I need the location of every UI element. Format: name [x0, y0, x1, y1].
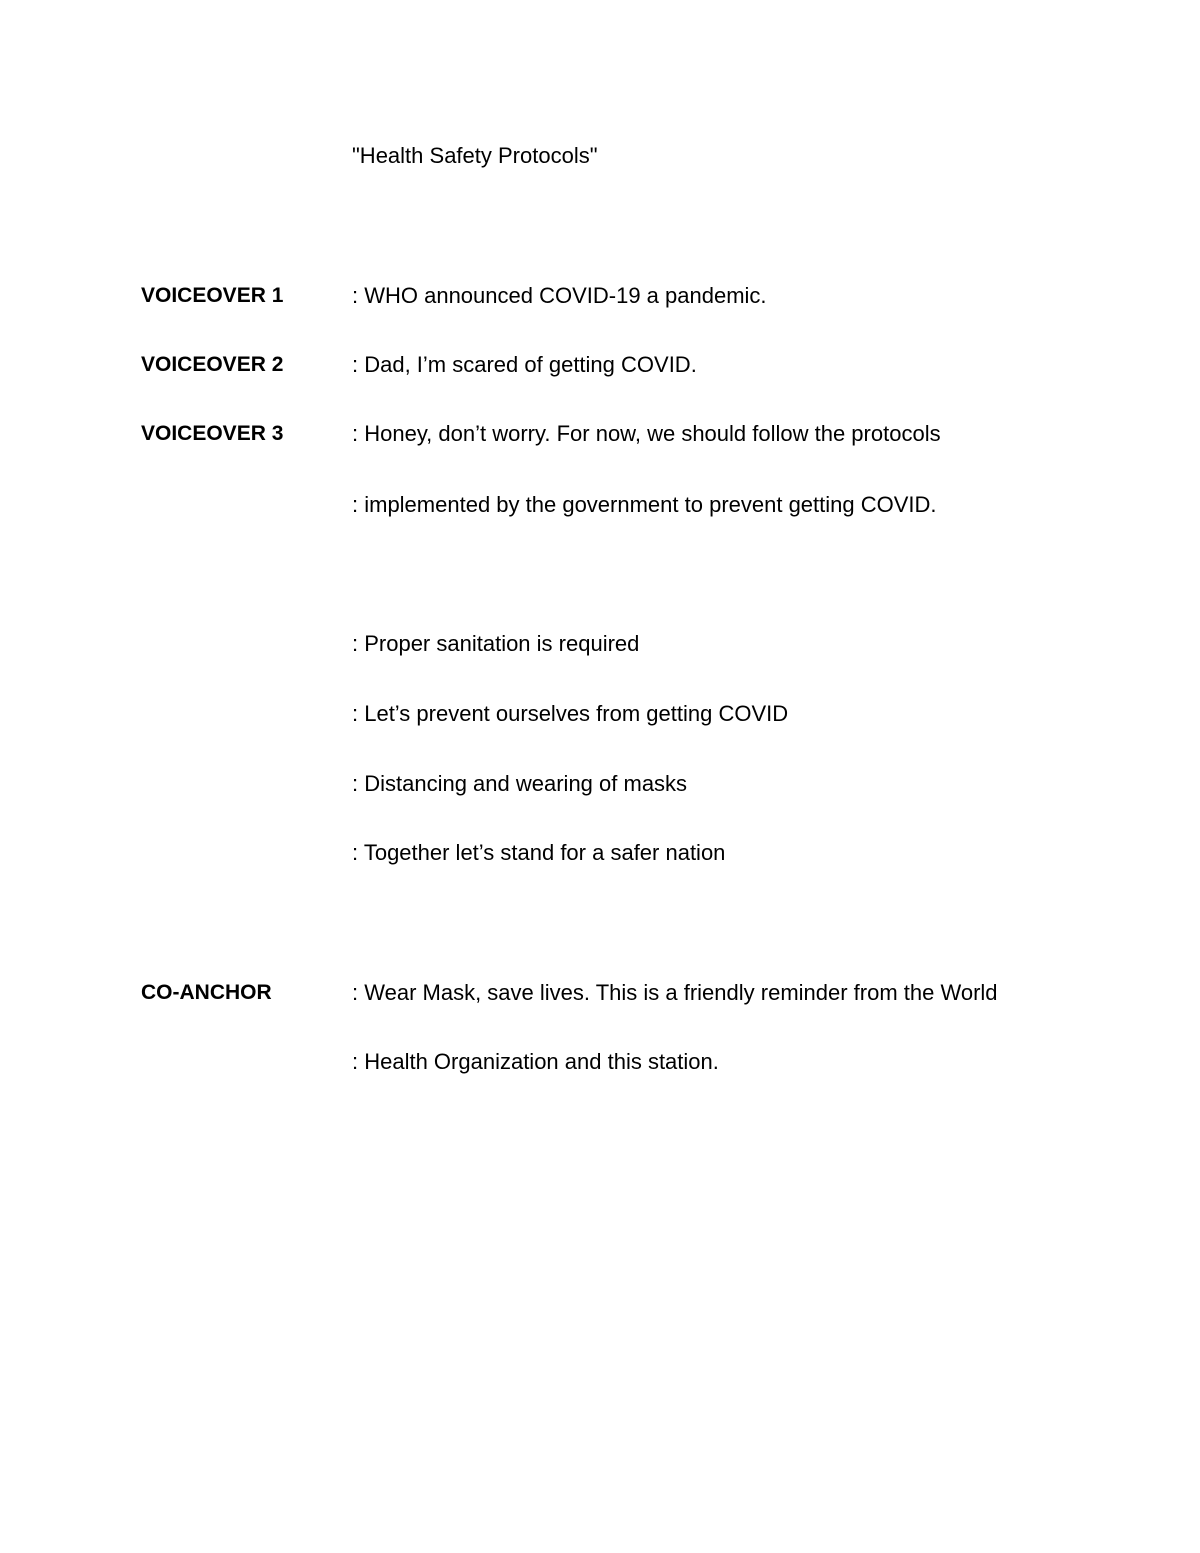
script-line [0, 491, 1200, 521]
speaker-label: CO-ANCHOR [141, 981, 272, 1004]
script-line [0, 630, 1200, 660]
dialogue-text: : WHO announced COVID-19 a pandemic. [352, 283, 767, 308]
dialogue-text: : Wear Mask, save lives. This is a friendly reminder from the World [352, 980, 998, 1005]
document-title: "Health Safety Protocols" [352, 143, 598, 168]
script-line [0, 351, 1200, 381]
speaker-label: VOICEOVER 1 [141, 284, 284, 307]
speaker-label: VOICEOVER 3 [141, 422, 284, 445]
dialogue-text: : Together let’s stand for a safer nation [352, 840, 726, 865]
script-line [0, 282, 1200, 312]
speaker-label: VOICEOVER 2 [141, 353, 284, 376]
dialogue-text: : Honey, don’t worry. For now, we should follow the protocols [352, 421, 941, 446]
dialogue-text: : implemented by the government to prevent getting COVID. [352, 492, 937, 517]
dialogue-text: : Health Organization and this station. [352, 1049, 719, 1074]
dialogue-text: : Let’s prevent ourselves from getting COVID [352, 701, 789, 726]
script-line [0, 839, 1200, 869]
dialogue-text: : Distancing and wearing of masks [352, 771, 688, 796]
script-line [0, 700, 1200, 730]
dialogue-text: : Dad, I’m scared of getting COVID. [352, 352, 697, 377]
script-line [0, 979, 1200, 1009]
script-line [0, 770, 1200, 800]
dialogue-text: : Proper sanitation is required [352, 631, 640, 656]
script-line [0, 420, 1200, 450]
script-line [0, 1048, 1200, 1078]
